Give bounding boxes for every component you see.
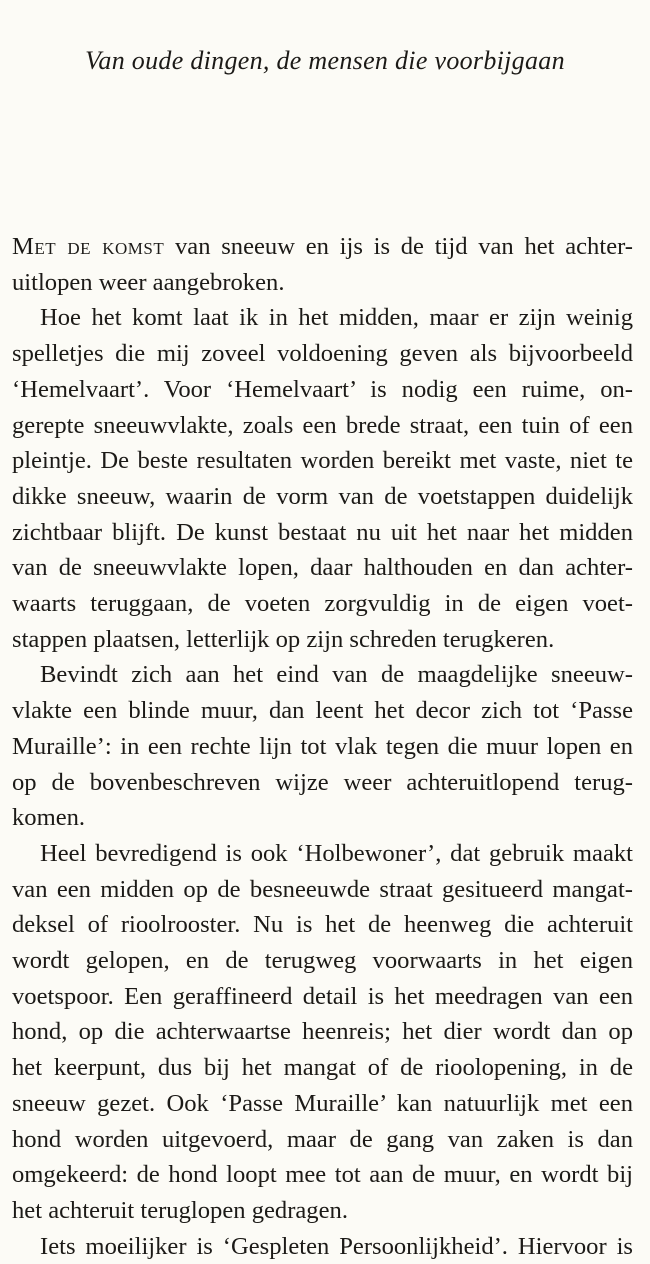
text-line: Heel bevredigend is ook ‘Holbewoner’, dat gebruik maakt — [40, 839, 633, 867]
paragraph — [12, 1229, 633, 1264]
text-line: van een midden op de besneeuwde straat gesitueerd mangat- — [12, 875, 633, 903]
text-line: uitlopen weer aangebroken. — [12, 268, 285, 296]
text-line: stappen plaatsen, letterlijk op zijn schreden terugkeren. — [12, 625, 555, 653]
paragraph — [12, 229, 633, 300]
body-text — [12, 229, 633, 1264]
lead-smallcaps: Met de komst — [12, 233, 165, 260]
text-line: dikke sneeuw, waarin de vorm van de voetstappen duidelijk — [12, 482, 633, 510]
line-text: van sneeuw en ijs is de tijd van het achter- — [164, 233, 633, 260]
text-line: komen. — [12, 804, 86, 832]
text-line: zichtbaar blijft. De kunst bestaat nu uit het naar het midden — [12, 518, 633, 546]
text-line: omgekeerd: de hond loopt mee tot aan de muur, en wordt bij — [12, 1161, 633, 1189]
paragraph — [12, 836, 633, 1229]
text-line: deksel of rioolrooster. Nu is het de heenweg die achteruit — [12, 911, 633, 939]
paragraph — [12, 657, 633, 836]
text-line: waarts teruggaan, de voeten zorgvuldig in de eigen voet- — [12, 590, 633, 618]
text-line: Bevindt zich aan het eind van de maagdelijke sneeuw- — [40, 661, 633, 689]
text-line: van de sneeuwvlakte lopen, daar halthouden en dan achter- — [12, 554, 633, 582]
text-line: wordt gelopen, en de terugweg voorwaarts in het eigen — [12, 947, 633, 975]
text-line: Hoe het komt laat ik in het midden, maar er zijn weinig — [40, 304, 633, 332]
text-line: sneeuw gezet. Ook ‘Passe Muraille’ kan natuurlijk met een — [12, 1089, 633, 1117]
text-line: pleintje. De beste resultaten worden bereikt met vaste, niet te — [12, 447, 633, 475]
text-line: vlakte een blinde muur, dan leent het decor zich tot ‘Passe — [12, 697, 633, 725]
text-line: ‘Hemelvaart’. Voor ‘Hemelvaart’ is nodig een ruime, on- — [12, 375, 633, 403]
text-line: Iets moeilijker is ‘Gespleten Persoonlijkheid’. Hiervoor is — [40, 1232, 633, 1260]
text-line: het achteruit teruglopen gedragen. — [12, 1196, 348, 1224]
text-line: gerepte sneeuwvlakte, zoals een brede straat, een tuin of een — [12, 411, 633, 439]
page-title: Van oude dingen, de mensen die voorbijgaan — [85, 46, 565, 75]
text-line: voetspoor. Een geraffineerd detail is het meedragen van een — [12, 982, 633, 1010]
text-line: hond worden uitgevoerd, maar de gang van zaken is dan — [12, 1125, 633, 1153]
text-line: spelletjes die mij zoveel voldoening geven als bijvoorbeeld — [12, 340, 633, 368]
text-line: hond, op die achterwaartse heenreis; het dier wordt dan op — [12, 1018, 633, 1046]
text-line: het keerpunt, dus bij het mangat of de rioolopening, in de — [12, 1054, 633, 1082]
text-line: op de bovenbeschreven wijze weer achteruitlopend terug- — [12, 768, 633, 796]
text-line: Muraille’: in een rechte lijn tot vlak tegen die muur lopen en — [12, 732, 633, 760]
paragraph — [12, 300, 633, 657]
text-line — [12, 229, 633, 265]
